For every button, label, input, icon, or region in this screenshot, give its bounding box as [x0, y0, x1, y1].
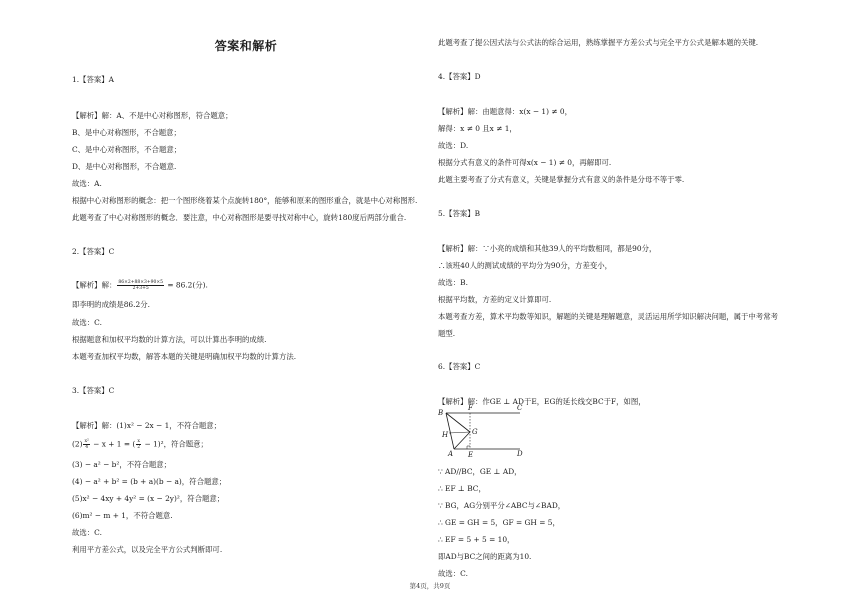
- right-line: ∴ EF = 5 + 5 = 10，: [438, 535, 515, 544]
- q3-fraction-2: [136, 439, 141, 450]
- right-line: 此题主要考查了分式有意义，关键是掌握分式有意义的条件是分母不等于零.: [438, 175, 685, 184]
- q2-formula-line: [72, 280, 208, 291]
- q3-fraction-2-numerator: x: [137, 439, 140, 444]
- left-line: (5)x² − 4xy + 4y² = (x − 2y)²，符合题意；: [72, 494, 225, 503]
- left-line: 此题考查了中心对称图形的概念．要注意，中心对称图形是要寻找对称中心，旋转180度后两部分重合.: [72, 213, 407, 222]
- q2-suffix: = 86.2(分).: [164, 280, 208, 290]
- q2-prefix: 【解析】解：: [72, 280, 117, 290]
- label-c: C: [517, 404, 523, 412]
- page-footer: 第4页，共9页: [409, 582, 451, 590]
- left-line: (4) − a² + b² = (b + a)(b − a)，符合题意；: [72, 477, 227, 486]
- q2-fraction: [117, 280, 164, 291]
- q3-l2-prefix: (2): [72, 439, 83, 449]
- right-line: 6.【答案】C: [438, 362, 481, 371]
- right-line: 即AD与BC之间的距离为10.: [438, 552, 532, 561]
- left-line: (3) − a² − b²，不符合题意；: [72, 460, 172, 469]
- geometry-figure: [438, 401, 558, 459]
- label-b: B: [438, 409, 444, 417]
- q3-line-2: [72, 439, 208, 450]
- left-line: 2.【答案】C: [72, 247, 115, 256]
- right-angle-mark: [467, 446, 470, 449]
- q3-fraction-2-denominator: 2: [137, 445, 141, 450]
- right-line: 解得：x ≠ 0 且x ≠ 1，: [438, 124, 517, 133]
- q3-fraction-1-numerator: x²: [84, 439, 89, 444]
- q3-l2-suffix: − 1)²，符合题意；: [142, 439, 208, 449]
- left-line: 3.【答案】C: [72, 386, 115, 395]
- left-line: B、是中心对称图形，不合题意；: [72, 128, 181, 137]
- label-a: A: [448, 450, 454, 458]
- label-h: H: [442, 431, 449, 439]
- q3-fraction-1-denominator: 4: [85, 445, 89, 450]
- left-line: 本题考查加权平均数，解答本题的关键是明确加权平均数的计算方法.: [72, 352, 297, 361]
- q2-fraction-numerator: 86×2+88×3+90×5: [118, 280, 163, 285]
- right-line: 【解析】解：作GE ⊥ AD于E，EG的延长线交BC于F，如图，: [438, 397, 646, 406]
- left-line: 即李明的成绩是86.2分.: [72, 300, 150, 309]
- q2-fraction-denominator: 2+3+5: [132, 286, 149, 291]
- left-line: C、是中心对称图形，不合题意；: [72, 145, 182, 154]
- right-line: ∴ GE = GH = 5，GF = GH = 5，: [438, 518, 560, 527]
- label-f: F: [468, 404, 473, 412]
- label-g: G: [472, 428, 478, 436]
- right-line: 根据分式有意义的条件可得x(x − 1) ≠ 0，再解即可.: [438, 158, 612, 167]
- q3-fraction-1: [83, 439, 89, 450]
- label-e: E: [468, 451, 474, 459]
- right-line: ∴ EF ⊥ BC，: [438, 484, 486, 493]
- page-title: 答案和解析: [214, 39, 278, 53]
- q3-l2-mid: − x + 1 = (: [90, 439, 136, 449]
- left-line: 【解析】解：A、不是中心对称图形，符合题意；: [72, 111, 233, 120]
- right-line: 故选：B.: [438, 278, 468, 287]
- right-line: 5.【答案】B: [438, 209, 481, 218]
- left-line: 根据中心对称图形的概念：把一个图形绕着某个点旋转180°，能够和原来的图形重合，就是中心对称图形.: [72, 196, 418, 205]
- right-line: 此题考查了提公因式法与公式法的综合运用，熟练掌握平方差公式与完全平方公式是解本题的关键.: [438, 38, 759, 47]
- left-line: 【解析】解：(1)x² − 2x − 1，不符合题意；: [72, 421, 222, 430]
- right-line: 根据平均数，方差的定义计算即可.: [438, 295, 552, 304]
- right-line: ∵ AD//BC，GE ⊥ AD，: [438, 467, 522, 476]
- right-line: 4.【答案】D: [438, 72, 481, 81]
- label-d: D: [517, 450, 523, 458]
- left-line: 1.【答案】A: [72, 75, 114, 84]
- line-gh: [449, 432, 470, 433]
- left-line: 故选：C.: [72, 528, 102, 537]
- left-line: 利用平方差公式，以及完全平方公式判断即可.: [72, 545, 223, 554]
- right-line: ∴该班40人的测试成绩的平均分为90分，方差变小，: [438, 261, 613, 270]
- left-line: 根据题意和加权平均数的计算方法，可以计算出李明的成绩.: [72, 335, 267, 344]
- left-line: D、是中心对称图形，不合题意.: [72, 162, 177, 171]
- left-line: (6)m² − m + 1，不符合题意.: [72, 511, 173, 520]
- right-line: 题型.: [438, 329, 456, 338]
- right-line: 【解析】解：由题意得：x(x − 1) ≠ 0，: [438, 107, 572, 116]
- right-line: 故选：D.: [438, 141, 469, 150]
- right-line: ∵ BG，AG分别平分∠ABC与∠BAD，: [438, 501, 566, 510]
- left-line: 故选：C.: [72, 318, 102, 327]
- right-line: 本题考查方差，算术平均数等知识，解题的关键是理解题意，灵活运用所学知识解决问题，属于中考常考: [438, 312, 778, 321]
- right-line: 故选：C.: [438, 569, 468, 578]
- right-line: 【解析】解：∵小亮的成绩和其他39人的平均数相同，都是90分，: [438, 244, 657, 253]
- line-ag: [454, 432, 470, 449]
- left-line: 故选：A.: [72, 179, 102, 188]
